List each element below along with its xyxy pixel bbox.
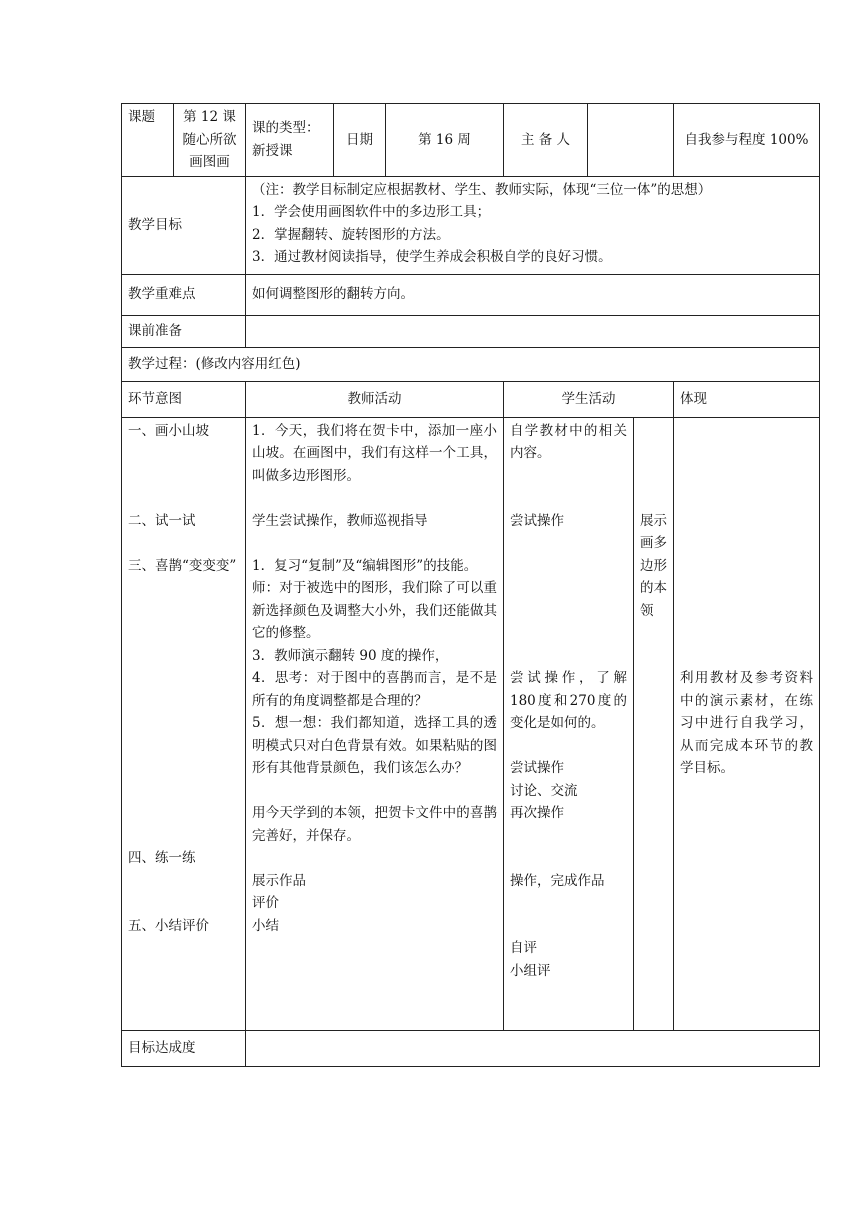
lesson-type-value: 新授课 [252,142,293,159]
col-step: 环节意图 [122,381,246,417]
step-2: 二、试一试 [128,512,196,529]
lesson-name-line2: 画图画 [189,154,230,170]
goal-item: 1．学会使用画图软件中的多边形工具； [252,204,491,220]
teacher-activity-3b: 师：对于被选中的图形，我们除了可以重新选择颜色及调整大小外，我们还能做其它的修整。 [252,580,497,641]
preparer-value [588,104,674,177]
teacher-activity-1: 1．今天，我们将在贺卡中，添加一座小山坡。在画图中，我们有这样一个工具，叫做多边形图形。 [252,422,497,484]
difficulty-row [122,274,820,315]
student-activity-1: 自学教材中的相关内容。 [510,422,627,461]
student-extra-activity: 展示画多边形的本领 [640,512,667,619]
teacher-activity-2: 学生尝试操作，教师巡视指导 [252,512,428,529]
participation-level: 自我参与程度 100% [674,104,820,177]
target-row [122,1030,820,1066]
student-extra-cell [634,417,674,1030]
step-1: 一、画小山坡 [128,422,209,439]
teacher-activity-3a: 1．复习“复制”及“编辑图形”的技能。 [252,557,478,574]
goals-content [246,176,820,274]
target-label: 目标达成度 [122,1030,246,1066]
student-activity-3: 尝试操作，了解180度和270度的变化是如何的。 [510,670,627,731]
lesson-plan-table [121,103,820,1067]
col-teacher: 教师活动 [246,381,504,417]
lesson-plan-document [121,103,819,1067]
step-4: 四、练一练 [128,850,196,866]
target-text [246,1030,820,1066]
prep-text [246,315,820,347]
topic-label: 课题 [122,104,174,177]
teacher-activity-3e: 5．想一想：我们都知道，选择工具的透明模式只对白色背景有效。如果粘贴的图形有其他背景颜色，我们该怎么办？ [252,715,497,776]
prep-label: 课前准备 [122,315,246,347]
lesson-name-line1: 随心所欲 [182,131,237,148]
goals-note: （注：教学目标制定应根据教材、学生、教师实际，体现“三位一体”的思想） [252,181,712,198]
process-label: 教学过程：(修改内容用红色) [122,347,820,381]
student-activity-3b-1: 尝试操作 [510,760,564,776]
teacher-activity-3d: 4．思考：对于图中的喜鹊而言，是不是所有的角度调整都是合理的？ [252,670,497,709]
student-activity-3b-3: 再次操作 [510,805,564,821]
difficulty-label: 教学重难点 [122,274,246,315]
process-row [122,347,820,381]
student-activity-5a: 自评 [510,940,537,956]
student-cell [504,417,634,1030]
col-student: 学生活动 [504,381,674,417]
student-activity-2: 尝试操作 [510,512,564,529]
process-body-row [122,417,820,1030]
student-activity-5b: 小组评 [510,962,551,979]
reflect-cell [674,417,820,1030]
teacher-activity-3c: 3．教师演示翻转 90 度的操作， [252,647,449,664]
col-reflect: 体现 [674,381,820,417]
column-header-row [122,381,820,417]
teacher-activity-5c: 小结 [252,917,279,934]
teacher-activity-4: 用今天学到的本领，把贺卡文件中的喜鹊完善好，并保存。 [252,805,497,844]
steps-cell [122,417,246,1030]
goals-row [122,176,820,274]
reflect-text: 利用教材及参考资料中的演示素材，在练习中进行自我学习，从而完成本环节的教学目标。 [680,670,813,777]
prep-row [122,315,820,347]
goal-item: 2．掌握翻转、旋转图形的方法。 [252,226,450,243]
goals-label: 教学目标 [122,176,246,274]
student-activity-3b-2: 讨论、交流 [510,782,578,799]
step-3: 三、喜鹊“变变变” [128,557,237,574]
week-value: 第 16 周 [386,104,504,177]
difficulty-text: 如何调整图形的翻转方向。 [246,274,820,315]
goal-item: 3．通过教材阅读指导，使学生养成会积极自学的良好习惯。 [252,249,612,265]
header-row [122,104,820,177]
teacher-activity-5b: 评价 [252,895,279,911]
student-activity-4: 操作，完成作品 [510,872,605,889]
preparer-label: 主 备 人 [504,104,588,177]
teacher-activity-5a: 展示作品 [252,872,306,889]
lesson-type-label: 课的类型： [252,120,320,137]
lesson-number: 第 12 课 [183,109,236,125]
lesson-title [174,104,246,177]
lesson-type [246,104,334,177]
teacher-cell [246,417,504,1030]
date-label: 日期 [334,104,386,177]
step-5: 五、小结评价 [128,917,209,934]
